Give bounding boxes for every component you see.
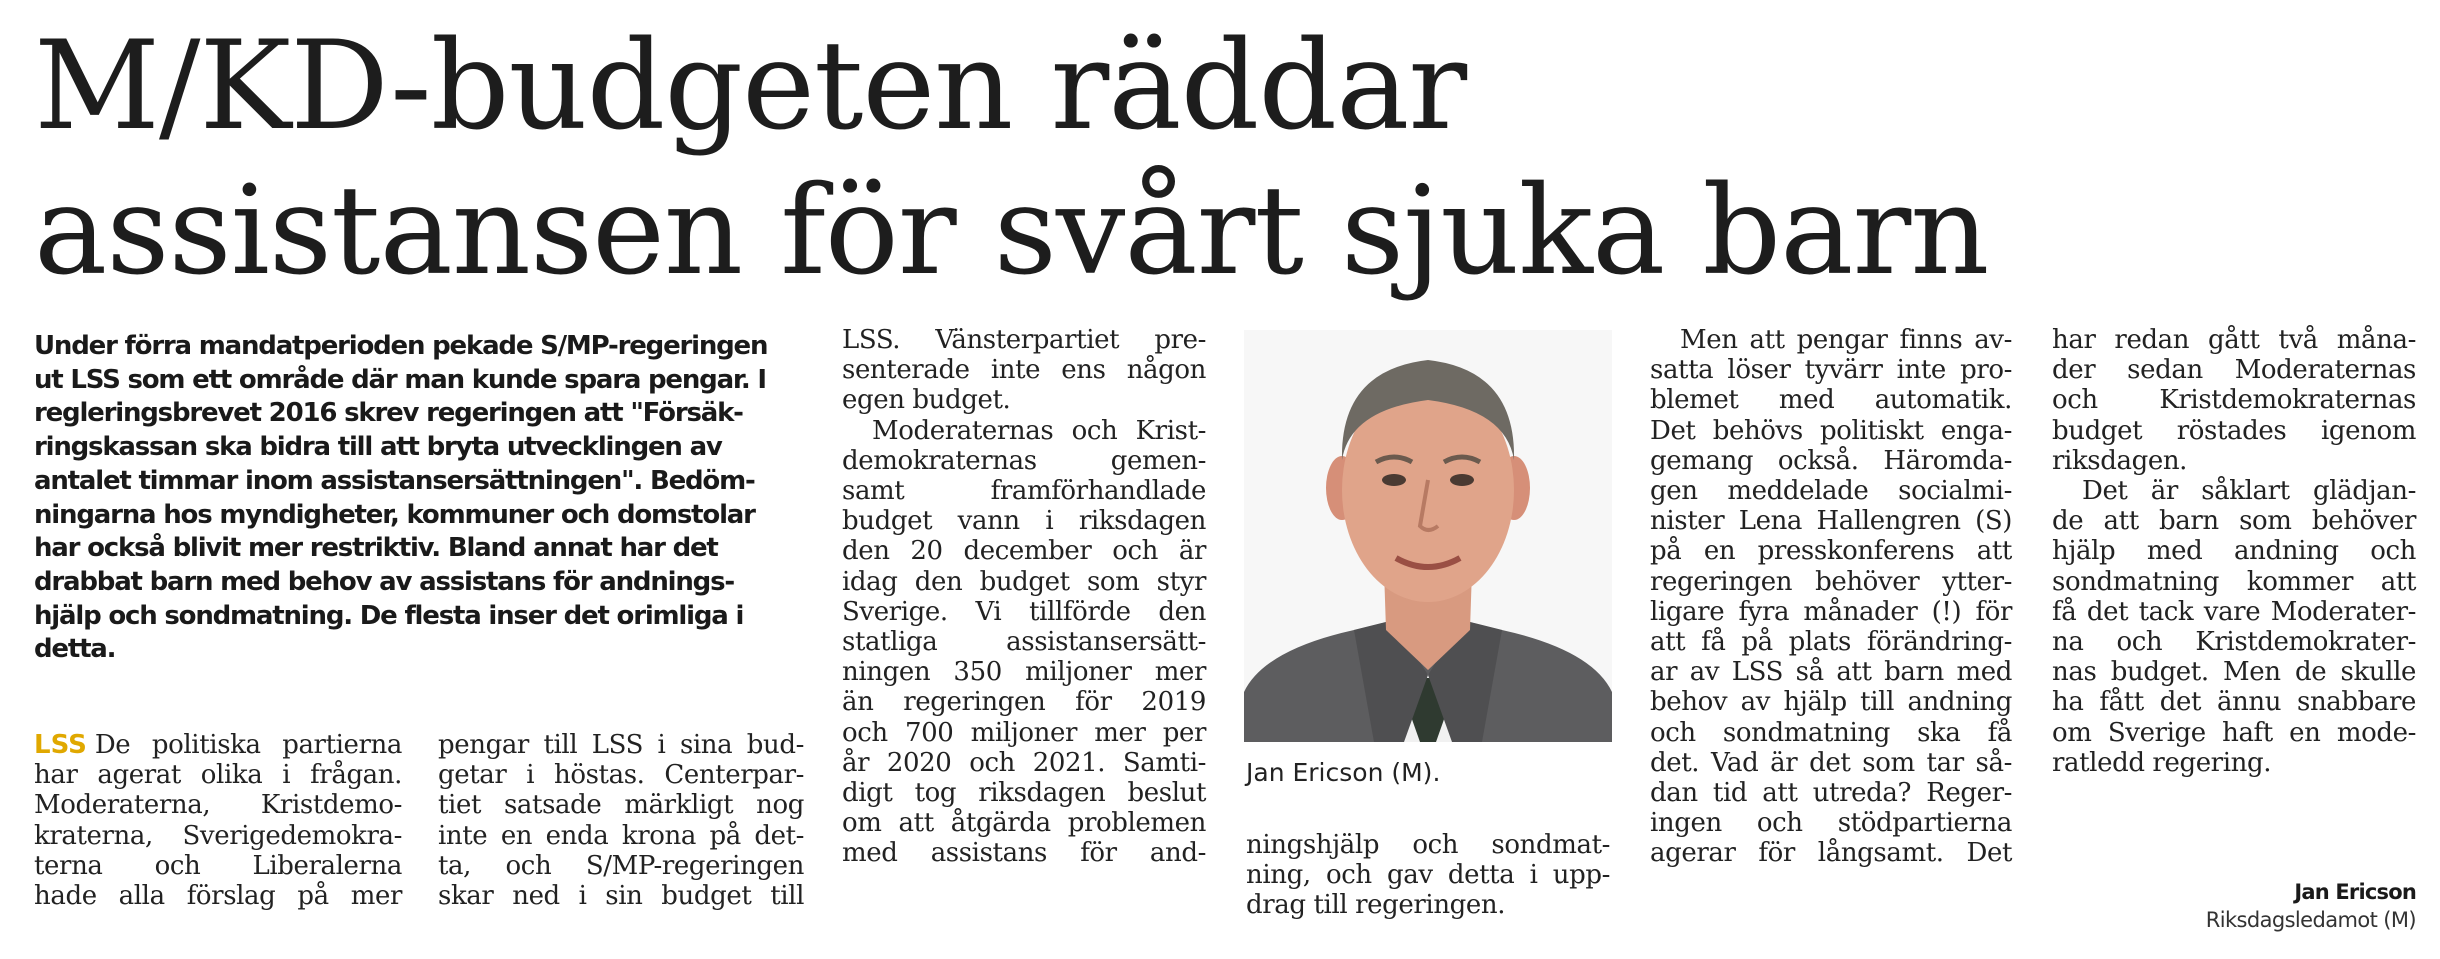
ingress-line: detta. [34, 634, 116, 665]
body-line: samt framförhandlade [842, 476, 1206, 507]
body-column-4 [1246, 830, 1610, 921]
ingress [34, 330, 810, 667]
body-line: digt tog riksdagen beslut [842, 778, 1206, 809]
body-line: budget röstades igenom [2052, 415, 2416, 446]
body-line: den 20 december och är [842, 536, 1206, 567]
ingress-line: ut LSS som ett område där man kunde spara pengar. I [34, 364, 766, 395]
body-line: regeringen behöver ytter- [1650, 566, 2012, 597]
ingress-line: drabbat barn med behov av assistans för andnings- [34, 566, 734, 597]
body-line: hade alla förslag på mer [34, 881, 402, 912]
body-line: har redan gått två måna- [2052, 325, 2416, 355]
body-line: senterade inte ens någon [842, 355, 1206, 386]
body-line: att få på plats förändring- [1650, 627, 2012, 658]
body-line: ning, och gav detta i upp- [1246, 860, 1610, 891]
body-line: ligare fyra månader (!) för [1650, 596, 2012, 627]
body-line: har agerat olika i frågan. [34, 760, 402, 791]
body-line: på en presskonferens att [1650, 536, 2012, 567]
byline [2206, 878, 2416, 934]
body-line: Sverige. Vi tillförde den [842, 596, 1206, 627]
portrait-photo [1244, 330, 1612, 742]
body-line: gemang också. Häromda- [1650, 445, 2012, 476]
body-line: satta löser tyvärr inte pro- [1650, 355, 2012, 386]
body-line: och sondmatning ska få [1650, 717, 2012, 748]
photo-caption: Jan Ericson (M). [1246, 758, 1441, 787]
body-line: statliga assistansersätt- [842, 627, 1206, 658]
body-line: ratledd regering. [2052, 747, 2272, 778]
body-line: blemet med automatik. [1650, 385, 2012, 416]
headline-line-2: assistansen för svårt sjuka barn [34, 160, 1989, 303]
body-line: än regeringen för 2019 [842, 687, 1206, 718]
body-line: det. Vad är det som tar så- [1650, 747, 2012, 778]
ingress-line: hjälp och sondmatning. De flesta inser det orimliga i [34, 600, 744, 631]
ingress-line: Under förra mandatperioden pekade S/MP-regeringen [34, 331, 768, 361]
body-line: Moderaterna, Kristdemo- [34, 790, 402, 821]
body-line: tiet satsade märkligt nog [438, 790, 804, 821]
body-line: Moderaternas och Krist- [872, 415, 1206, 446]
body-line: demokraternas gemen- [842, 445, 1206, 476]
ingress-line: har också blivit mer restriktiv. Bland annat har det [34, 533, 718, 564]
body-line: nas budget. Men de skulle [2052, 657, 2416, 688]
ingress-line: antalet timmar inom assistansersättningen". Bedöm- [34, 465, 755, 496]
body-line: ha fått det ännu snabbare [2052, 687, 2416, 718]
body-line: de att barn som behöver [2052, 506, 2416, 537]
body-line: budget vann i riksdagen [842, 506, 1206, 537]
body-line: dan tid att utreda? Reger- [1650, 778, 2012, 809]
body-line: riksdagen. [2052, 445, 2188, 476]
body-line: Det behövs politiskt enga- [1650, 415, 2012, 446]
body-line: ningen 350 miljoner mer [842, 657, 1206, 688]
body-line: år 2020 och 2021. Samti- [842, 747, 1206, 778]
headline-line-1: M/KD-budgeten räddar [34, 15, 1467, 158]
body-line: kraterna, Sverigedemokra- [34, 820, 402, 851]
body-line: med assistans för and- [842, 838, 1206, 869]
ingress-line: ningarna hos myndigheter, kommuner och domstolar [34, 499, 755, 530]
body-line: ingen och stödpartierna [1650, 808, 2012, 839]
body-line: getar i höstas. Centerpar- [438, 760, 804, 791]
body-line: egen budget. [842, 385, 1011, 416]
body-line: ta, och S/MP-regeringen [438, 850, 804, 881]
body-line: och Kristdemokraternas [2052, 385, 2416, 416]
ingress-line: ringskassan ska bidra till att bryta utvecklingen av [34, 432, 722, 463]
body-line: na och Kristdemokrater- [2052, 627, 2416, 658]
headline [34, 14, 2414, 304]
byline-name: Jan Ericson [2294, 880, 2416, 904]
body-line: Det är såklart glädjan- [2082, 476, 2416, 507]
body-line: om Sverige haft en mode- [2052, 717, 2416, 748]
kicker-lss: LSS [34, 730, 87, 760]
body-line: få det tack vare Moderater- [2052, 596, 2416, 627]
body-line: om att åtgärda problemen [842, 808, 1206, 839]
body-line: Men att pengar finns av- [1680, 325, 2012, 355]
body-line: terna och Liberalerna [34, 850, 402, 881]
body-line: ningshjälp och sondmat- [1246, 830, 1610, 860]
portrait-icon [1244, 330, 1612, 742]
body-column-5 [1650, 325, 2012, 869]
ingress-line: regleringsbrevet 2016 skrev regeringen att "Försäk- [34, 398, 743, 429]
body-line: nister Lena Hallengren (S) [1650, 506, 2012, 537]
body-line: sondmatning kommer att [2052, 566, 2416, 597]
body-line: gen meddelade socialmi- [1650, 476, 2012, 507]
body-line: idag den budget som styr [842, 566, 1206, 597]
body-line: der sedan Moderaternas [2052, 355, 2416, 386]
body-line: agerar för långsamt. Det [1650, 838, 2012, 869]
body-line: inte en enda krona på det- [438, 820, 804, 851]
body-line: LSS De politiska partierna [34, 730, 402, 760]
body-column-2 [438, 730, 804, 911]
body-line: LSS. Vänsterpartiet pre- [842, 325, 1206, 355]
body-line: skar ned i sin budget till [438, 881, 804, 912]
byline-role: Riksdagsledamot (M) [2205, 908, 2416, 932]
body-line: hjälp med andning och [2052, 536, 2416, 567]
body-line: behov av hjälp till andning [1650, 687, 2012, 718]
body-line: och 700 miljoner mer per [842, 717, 1206, 748]
body-column-6 [2052, 325, 2416, 778]
body-line: ar av LSS så att barn med [1650, 657, 2012, 688]
body-column-1 [34, 730, 402, 911]
body-line: drag till regeringen. [1246, 890, 1506, 921]
body-column-3 [842, 325, 1206, 869]
body-line: pengar till LSS i sina bud- [438, 730, 804, 760]
